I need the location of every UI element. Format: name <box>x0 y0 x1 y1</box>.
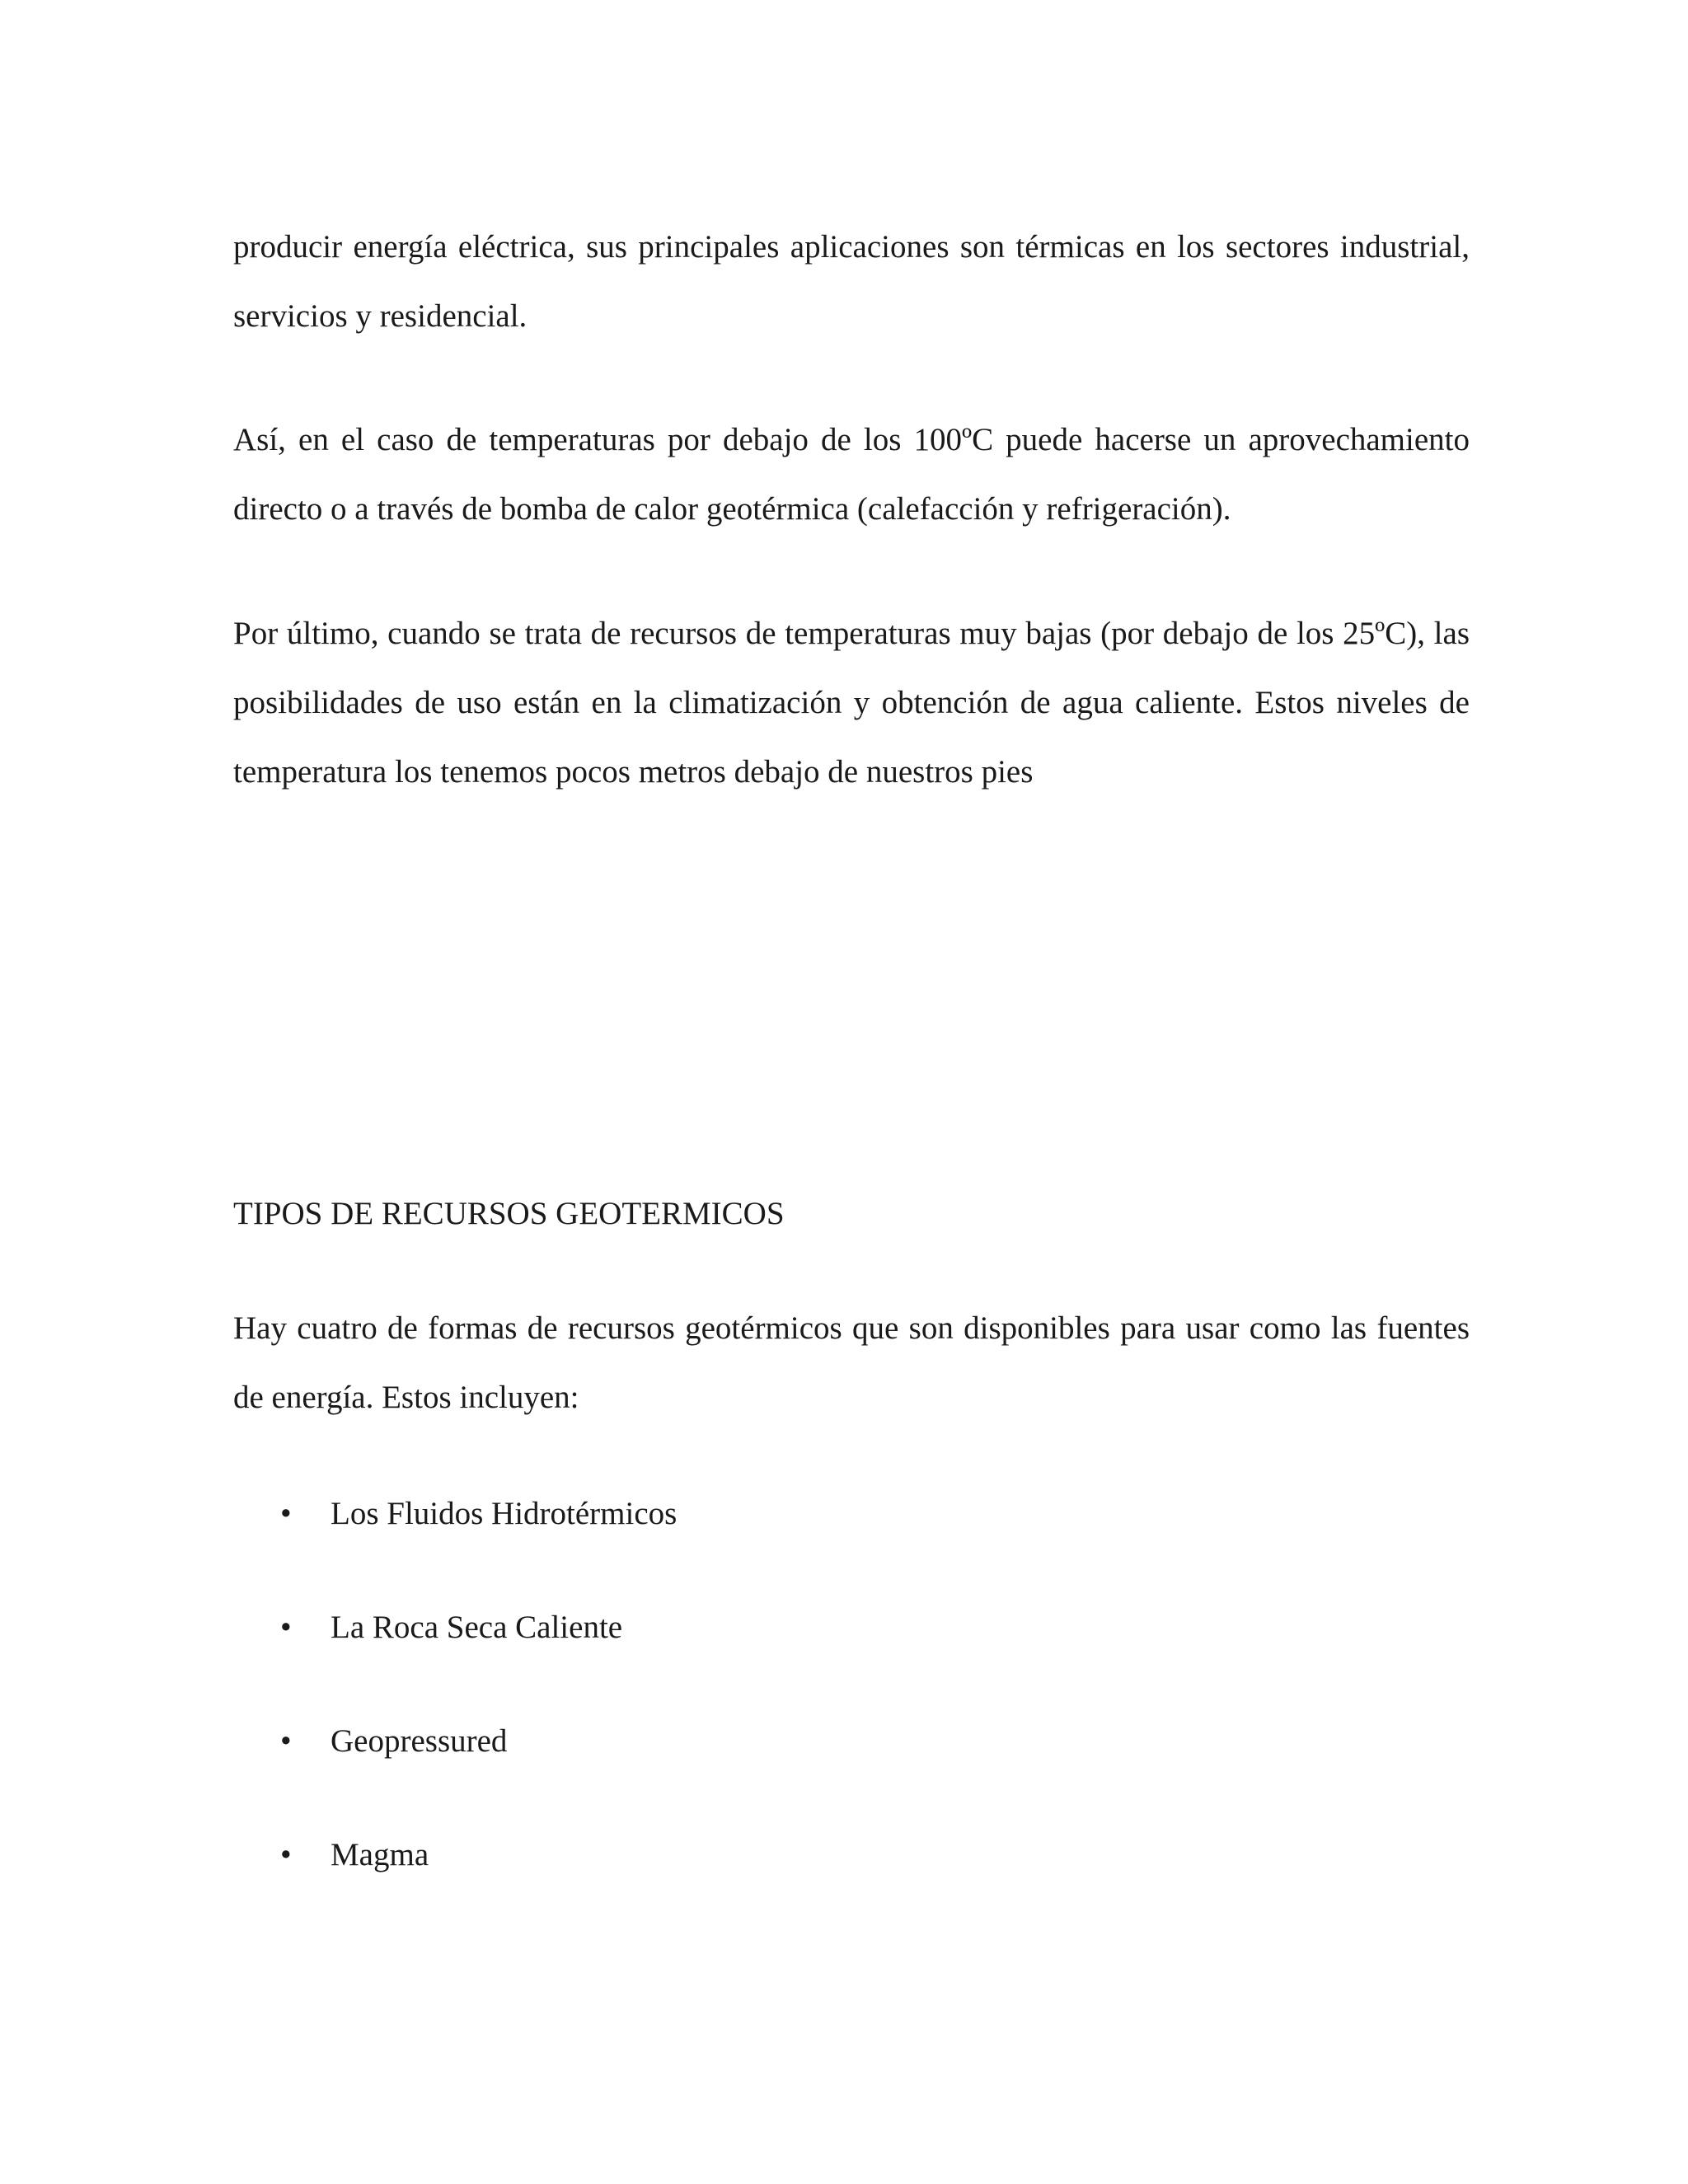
list-item-label: Magma <box>331 1837 429 1872</box>
list-item <box>233 1479 1470 1593</box>
bullet-icon: • <box>280 1496 292 1531</box>
paragraph-low-temperature-use: Así, en el caso de temperaturas por debajo de los 100ºC puede hacerse un aprovechamiento directo o a través de bomba de calor geotérmica (calefacción y refrigeración). <box>233 422 1470 527</box>
list-item <box>233 1593 1470 1707</box>
list-item-label: La Roca Seca Caliente <box>331 1610 623 1645</box>
bullet-icon: • <box>280 1610 292 1645</box>
bullet-icon: • <box>280 1723 292 1759</box>
paragraph-very-low-temperature-use: Por último, cuando se trata de recursos de temperaturas muy bajas (por debajo de los 25ºC), las posibilidades de uso están en la climatización y obtención de agua caliente. Estos niveles de temperatura los tenemos pocos metros debajo de nuestros pies <box>233 616 1470 790</box>
paragraph-intro-continuation: producir energía eléctrica, sus principales aplicaciones son térmicas en los sectores industrial, servicios y residencial. <box>233 229 1470 334</box>
list-item-label: Geopressured <box>331 1723 508 1759</box>
bullet-icon: • <box>280 1837 292 1872</box>
list-item-label: Los Fluidos Hidrotérmicos <box>331 1496 678 1531</box>
resource-types-list <box>233 1479 1470 1934</box>
paragraph-resource-types-intro: Hay cuatro de formas de recursos geotérmicos que son disponibles para usar como las fuentes de energía. Estos incluyen: <box>233 1310 1470 1415</box>
section-heading: TIPOS DE RECURSOS GEOTERMICOS <box>233 1196 785 1231</box>
list-item <box>233 1707 1470 1821</box>
list-item <box>233 1821 1470 1934</box>
